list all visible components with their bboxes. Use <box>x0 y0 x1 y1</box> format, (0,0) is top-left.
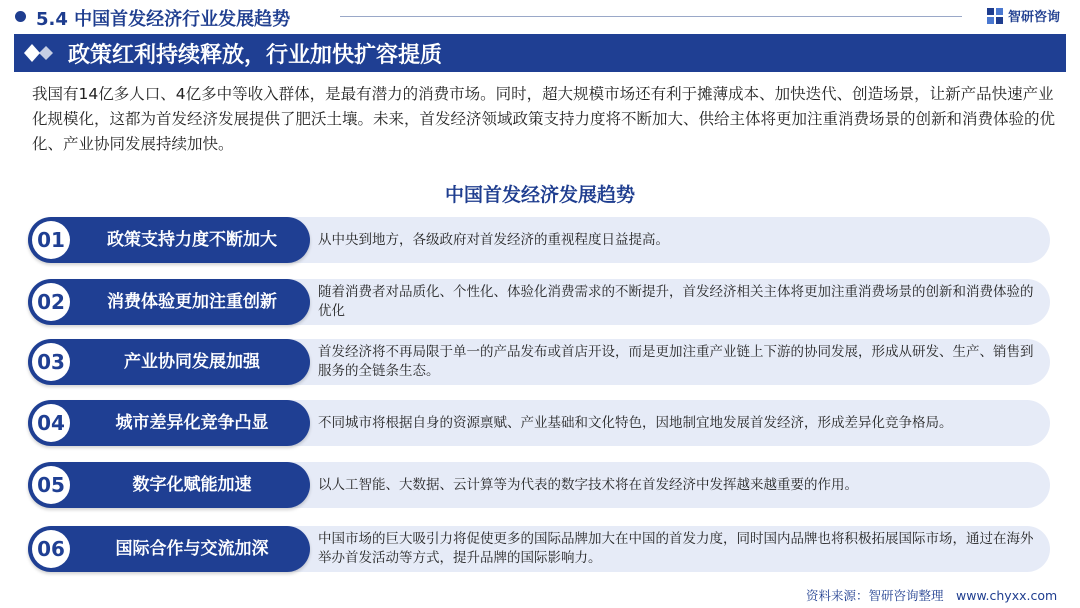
trend-item-02 <box>28 279 1052 325</box>
trend-label: 产业协同发展加强 <box>124 352 260 372</box>
trend-label: 数字化赋能加速 <box>132 475 252 495</box>
trend-number: 02 <box>37 290 65 314</box>
trend-description: 首发经济将不再局限于单一的产品发布或首店开设，而是更加注重产业链上下游的协同发展，形成从研发、生产、销售到服务的全链条生态。 <box>318 344 1034 379</box>
trend-item-06 <box>28 526 1052 572</box>
trend-item-05 <box>28 462 1052 508</box>
trend-pill <box>28 400 310 446</box>
trend-pill <box>28 279 310 325</box>
trend-number: 01 <box>37 228 65 252</box>
brand <box>986 6 1060 25</box>
brand-name: 智研咨询 <box>1008 10 1061 25</box>
trend-item-03 <box>28 339 1052 385</box>
top-header <box>0 0 1080 34</box>
trend-number: 06 <box>37 537 65 561</box>
trend-label: 消费体验更加注重创新 <box>107 292 277 312</box>
trend-number: 04 <box>37 411 65 435</box>
trend-description: 随着消费者对品质化、个性化、体验化消费需求的不断提升，首发经济相关主体将更加注重消费场景的创新和消费体验的优化 <box>318 284 1034 319</box>
source-note: 资料来源：智研咨询整理 www.chyxx.com <box>806 588 1058 603</box>
trend-description: 中国市场的巨大吸引力将促使更多的国际品牌加大在中国的首发力度，同时国内品牌也将积极拓展国际市场，通过在海外举办首发活动等方式，提升品牌的国际影响力。 <box>318 531 1034 566</box>
trend-label: 政策支持力度不断加大 <box>107 230 277 250</box>
trend-number: 03 <box>37 350 65 374</box>
trend-pill <box>28 462 310 508</box>
trend-label: 国际合作与交流加深 <box>115 539 269 559</box>
trend-description: 从中央到地方，各级政府对首发经济的重视程度日益提高。 <box>318 231 669 248</box>
brand-logo-icon <box>986 7 1004 25</box>
trend-item-01 <box>28 217 1052 263</box>
intro-paragraph: 我国有14亿多人口、4亿多中等收入群体，是最有潜力的消费市场。同时，超大规模市场还有利于摊薄成本、加快迭代、创造场景，让新产品快速产业化规模化，这都为首发经济发展提供了肥沃土壤。未来，首发经济领域政策支持力度将不断加大、供给主体将更加注重消费场景的创新和消费体验的优化、产业协同发展持续加快。 <box>32 85 1056 153</box>
banner-title: 政策红利持续释放，行业加快扩容提质 <box>68 43 443 68</box>
trends-heading: 中国首发经济发展趋势 <box>444 184 635 206</box>
header-divider <box>340 16 962 17</box>
trend-description: 不同城市将根据自身的资源禀赋、产业基础和文化特色，因地制宜地发展首发经济，形成差异化竞争格局。 <box>318 414 953 431</box>
trend-label: 城市差异化竞争凸显 <box>115 413 269 433</box>
trend-pill <box>28 526 310 572</box>
title-banner <box>14 34 1066 72</box>
diamond-icon <box>24 44 60 62</box>
bullet-dot <box>15 11 26 22</box>
trend-description: 以人工智能、大数据、云计算等为代表的数字技术将在首发经济中发挥越来越重要的作用。 <box>318 476 858 493</box>
trend-item-04 <box>28 400 1052 446</box>
trend-pill <box>28 339 310 385</box>
trend-number: 05 <box>37 473 65 497</box>
trend-pill <box>28 217 310 263</box>
section-title: 5.4 中国首发经济行业发展趋势 <box>36 9 291 30</box>
